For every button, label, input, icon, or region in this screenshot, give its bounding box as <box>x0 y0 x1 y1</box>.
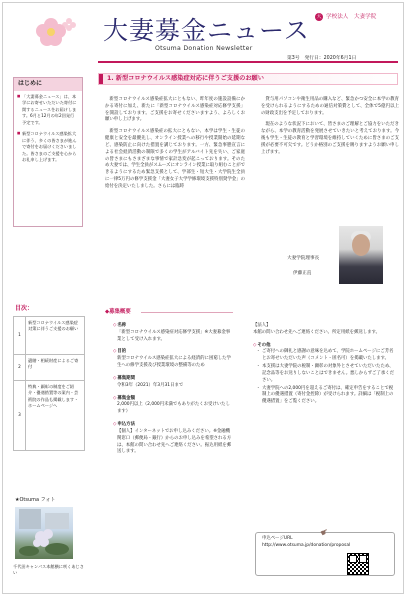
newsletter-page <box>2 2 404 594</box>
corp-text: 本館の問い合わせ先へご連絡ください。所定用紙を郵送します。 <box>253 329 380 335</box>
flower-logo-icon <box>25 13 81 49</box>
signature-role: 大妻学院理事長 <box>287 256 320 261</box>
photo-caption: 千代田キャンパス本館横に咲くあじさい <box>13 564 84 575</box>
section-1-column-a <box>105 97 245 191</box>
other-item: ・ ご寄付への御礼と感謝の意味を込めて、学院ホームページにご芳名とお寄せいただいた声（コメント・匿名可）を掲載いたします。 <box>257 349 396 363</box>
toc-num: 3 <box>14 381 26 451</box>
intro-box <box>13 77 83 227</box>
toc-num: 2 <box>14 355 26 381</box>
intro-item: ■ 新型コロナウイルス感染拡大に伴う、多くの皆さまが進んで寄付をお届けくださいました。皆さまのご支援を心からお礼申し上げます。 <box>22 131 78 164</box>
toc-num: 1 <box>14 317 26 355</box>
section-1-title: 1. 新型コロナウイルス感染症対応に伴うご支援のお願い <box>107 75 264 82</box>
url-label: 申込ページURL <box>262 536 293 541</box>
masthead-rule <box>98 61 398 63</box>
university-name <box>315 13 376 21</box>
fund-block <box>113 349 233 369</box>
fund-block-heading: ◇ 目的 <box>113 349 233 356</box>
toc-row[interactable] <box>14 317 85 355</box>
fund-block-body: 【個人】インターネットでお申し込みください。※金融機関窓口（郵便局・銀行）からのお申し込みを希望される方は、本館の問い合わせ先へご連絡ください。振込用紙を郵送します。 <box>117 428 232 455</box>
photo-label: ★Otsuma フォト <box>15 497 56 503</box>
fund-block-body: 令和3年（2021）年3月31日まで <box>117 382 184 388</box>
fund-block-heading: ◇ 申込方法 <box>113 422 233 429</box>
toc-table <box>13 316 85 451</box>
intro-item: ■ 「大妻募金ニュース」は、本学にお寄せいただいた寄付に関するニュースをお届けします。6月と12月の年2回発行予定です。 <box>22 94 78 127</box>
other-item: ・ 本支援は大妻学院の税制・顕彰の対象外とさせていただいたため、記念品等をお送りしないことはできません。悪しからずご了承ください。 <box>257 364 396 384</box>
newsletter-subtitle: Otsuma Donation Newsletter <box>155 45 253 52</box>
paragraph: 新型コロナウイルス感染症拡大にともない、昨年度の施設設備にかかる寄付に加え、新たに「新型コロナウイルス感染症対応修学支援」を開設しております。ご支援をお寄せくださいますよう、よろしくお願い申し上げます。 <box>105 97 245 123</box>
fund-block <box>113 323 233 343</box>
donation-url-link[interactable]: http://www.otsuma.jp/donation/proposal <box>262 543 351 548</box>
fund-block <box>113 396 233 416</box>
chairman-portrait <box>339 226 383 284</box>
intro-body <box>14 91 82 172</box>
fund-block <box>113 422 233 456</box>
fund-block-heading: ◇ 募集期間 <box>113 376 233 383</box>
hydrangea-photo <box>15 507 73 559</box>
fund-rule <box>141 312 233 313</box>
toc-text: 遺贈・相続財産によるご寄付 <box>26 355 85 381</box>
hydrangea-image-icon <box>15 507 73 559</box>
section-1-column-b <box>261 97 399 157</box>
fund-heading: ◆募集概要 <box>105 309 131 315</box>
other-item: ・ 大妻学院への2,000円を超えるご寄付は、確定申告をすることで税制上の優遇措置（寄付金控除）が受けられます。詳細は「税制上の優遇措置」をご覧ください。 <box>257 386 396 406</box>
toc-label: 目次： <box>15 305 34 312</box>
issue-info: 第3号 発行日：2020年6月1日 <box>287 56 357 61</box>
fund-block-heading: ◇ 募集金額 <box>113 396 233 403</box>
paragraph: 新型コロナウイルス感染症の拡大にともない、本学は学生・生徒の健康と安全を最優先し、オンライン授業への移行や授業開始の延期など、感染防止に向けた措置を講じております。一方、緊急事態宣言による社会経済活動の制限で多くの学生がアルバイト先を失い、ご家庭の皆さまにもさまざまな事情で家計急変が起こっております。そのため大妻では、学生全員がスムーズにオンライン授業に取り組むことができるようにするため緊急支援として、学部生・短大生・大学院生全員に一律5万円の修学支援金「大妻女子大学学修環境支援特別奨学金」の給付を決定いたしました。さらには臨時 <box>105 129 245 189</box>
paragraph: 貸与用パソコンや衛生用品の購入など、緊急かつ安全に本学の教育を受けられるようにするための通信対策費として、全体で5億円以上の財政支出を予定しております。 <box>261 97 399 116</box>
toc-row[interactable] <box>14 355 85 381</box>
corp-block <box>253 323 396 337</box>
portrait-face <box>352 234 370 256</box>
corp-label: 【法人】 <box>253 323 271 328</box>
fund-block-body: 2,000円以上（2,000円未満でもありがたくお受けいたします） <box>117 402 230 415</box>
section-1-bar <box>98 73 398 85</box>
toc-text: 特典・顕彰の制度をご紹介・優遇措置等の案内・芸術院の作品も掲載します・ホームページへ <box>26 381 85 451</box>
fund-block-heading: ◇ 名称 <box>113 323 233 330</box>
intro-heading: はじめに <box>14 78 82 91</box>
other-heading: ◇ その他 <box>253 343 396 350</box>
fund-details-right <box>253 323 396 412</box>
fund-block <box>113 376 233 390</box>
university-emblem-icon: 大 <box>316 14 322 21</box>
other-block <box>253 343 396 406</box>
fund-block-body: 「新型コロナウイルス感染症対応修学支援」※大妻募金事業として受け入れます。 <box>117 329 231 342</box>
paragraph: 現在のような状況下において、皆さまのご理解とご協力をいただきながら、本学の教育活動を発展させていきたいと考えております。今後も学生・生徒の教育と学習環境を維持していくために皆さまのご支援が必要不可欠です。どうか格別のご支援を賜りますようお願い申し上げます。 <box>261 122 399 155</box>
fund-details <box>113 323 233 462</box>
fund-block-body: 新型コロナウイルス感染症拡大による経済的に困窮した学生への修学支援及び授業環境の整備等のため <box>117 356 231 369</box>
university-label: 学校法人 大妻学院 <box>326 14 377 20</box>
qr-code-icon[interactable] <box>347 553 369 575</box>
pointing-hand-icon: ☛ <box>319 526 331 540</box>
toc-row[interactable] <box>14 381 85 451</box>
toc-text: 新型コロナウイルス感染症対策に伴うご支援のお願い <box>26 317 85 355</box>
newsletter-title: 大妻募金ニュース <box>103 16 310 45</box>
signature-name: 伊藤正直 <box>293 271 312 276</box>
other-list <box>253 349 396 406</box>
